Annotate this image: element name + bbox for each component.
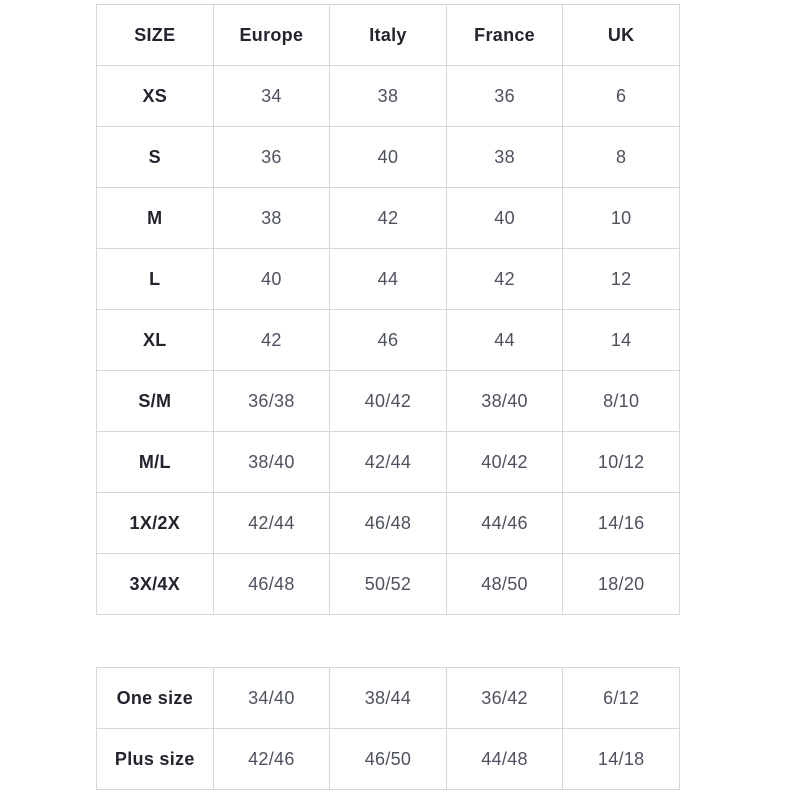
size-label-cell: S xyxy=(97,127,214,188)
size-value-cell: 46/48 xyxy=(213,554,330,615)
size-value-cell: 38/44 xyxy=(330,668,447,729)
column-header: SIZE xyxy=(97,5,214,66)
size-label-cell: 1X/2X xyxy=(97,493,214,554)
special-sizes-table-container xyxy=(96,667,680,790)
size-value-cell: 42 xyxy=(446,249,563,310)
size-value-cell: 38 xyxy=(330,66,447,127)
size-value-cell: 40 xyxy=(330,127,447,188)
size-value-cell: 18/20 xyxy=(563,554,680,615)
size-value-cell: 50/52 xyxy=(330,554,447,615)
table-row xyxy=(97,493,680,554)
size-value-cell: 44/46 xyxy=(446,493,563,554)
column-header: Europe xyxy=(213,5,330,66)
size-conversion-table xyxy=(96,4,680,615)
size-value-cell: 38/40 xyxy=(446,371,563,432)
size-value-cell: 42/44 xyxy=(330,432,447,493)
size-value-cell: 46/50 xyxy=(330,729,447,790)
column-header: UK xyxy=(563,5,680,66)
table-row xyxy=(97,432,680,493)
table-row xyxy=(97,66,680,127)
table-row xyxy=(97,668,680,729)
table-row xyxy=(97,127,680,188)
table-row xyxy=(97,554,680,615)
special-sizes-table xyxy=(96,667,680,790)
size-value-cell: 42 xyxy=(330,188,447,249)
size-value-cell: 14/16 xyxy=(563,493,680,554)
size-value-cell: 10/12 xyxy=(563,432,680,493)
table-row xyxy=(97,729,680,790)
size-value-cell: 12 xyxy=(563,249,680,310)
size-value-cell: 8 xyxy=(563,127,680,188)
size-value-cell: 34/40 xyxy=(213,668,330,729)
size-value-cell: 42/44 xyxy=(213,493,330,554)
size-value-cell: 38 xyxy=(213,188,330,249)
size-value-cell: 36 xyxy=(446,66,563,127)
size-value-cell: 36 xyxy=(213,127,330,188)
size-table-body xyxy=(97,5,680,615)
size-value-cell: 42 xyxy=(213,310,330,371)
size-value-cell: 42/46 xyxy=(213,729,330,790)
size-label-cell: M xyxy=(97,188,214,249)
size-value-cell: 14/18 xyxy=(563,729,680,790)
size-value-cell: 46 xyxy=(330,310,447,371)
size-value-cell: 44 xyxy=(330,249,447,310)
size-value-cell: 40/42 xyxy=(446,432,563,493)
size-value-cell: 48/50 xyxy=(446,554,563,615)
size-label-cell: L xyxy=(97,249,214,310)
table-row xyxy=(97,188,680,249)
size-label-cell: Plus size xyxy=(97,729,214,790)
size-value-cell: 44 xyxy=(446,310,563,371)
size-label-cell: S/M xyxy=(97,371,214,432)
size-label-cell: 3X/4X xyxy=(97,554,214,615)
size-value-cell: 44/48 xyxy=(446,729,563,790)
size-value-cell: 6/12 xyxy=(563,668,680,729)
size-value-cell: 40 xyxy=(446,188,563,249)
size-value-cell: 10 xyxy=(563,188,680,249)
size-value-cell: 38/40 xyxy=(213,432,330,493)
table-row xyxy=(97,371,680,432)
size-label-cell: XS xyxy=(97,66,214,127)
size-value-cell: 6 xyxy=(563,66,680,127)
table-row xyxy=(97,310,680,371)
size-value-cell: 34 xyxy=(213,66,330,127)
size-value-cell: 36/42 xyxy=(446,668,563,729)
size-value-cell: 40 xyxy=(213,249,330,310)
size-value-cell: 40/42 xyxy=(330,371,447,432)
size-value-cell: 38 xyxy=(446,127,563,188)
size-label-cell: M/L xyxy=(97,432,214,493)
size-label-cell: XL xyxy=(97,310,214,371)
column-header: Italy xyxy=(330,5,447,66)
column-header: France xyxy=(446,5,563,66)
size-label-cell: One size xyxy=(97,668,214,729)
size-value-cell: 36/38 xyxy=(213,371,330,432)
table-row xyxy=(97,249,680,310)
size-value-cell: 8/10 xyxy=(563,371,680,432)
header-row xyxy=(97,5,680,66)
special-table-body xyxy=(97,668,680,790)
size-conversion-table-container xyxy=(96,4,680,615)
size-value-cell: 46/48 xyxy=(330,493,447,554)
size-value-cell: 14 xyxy=(563,310,680,371)
